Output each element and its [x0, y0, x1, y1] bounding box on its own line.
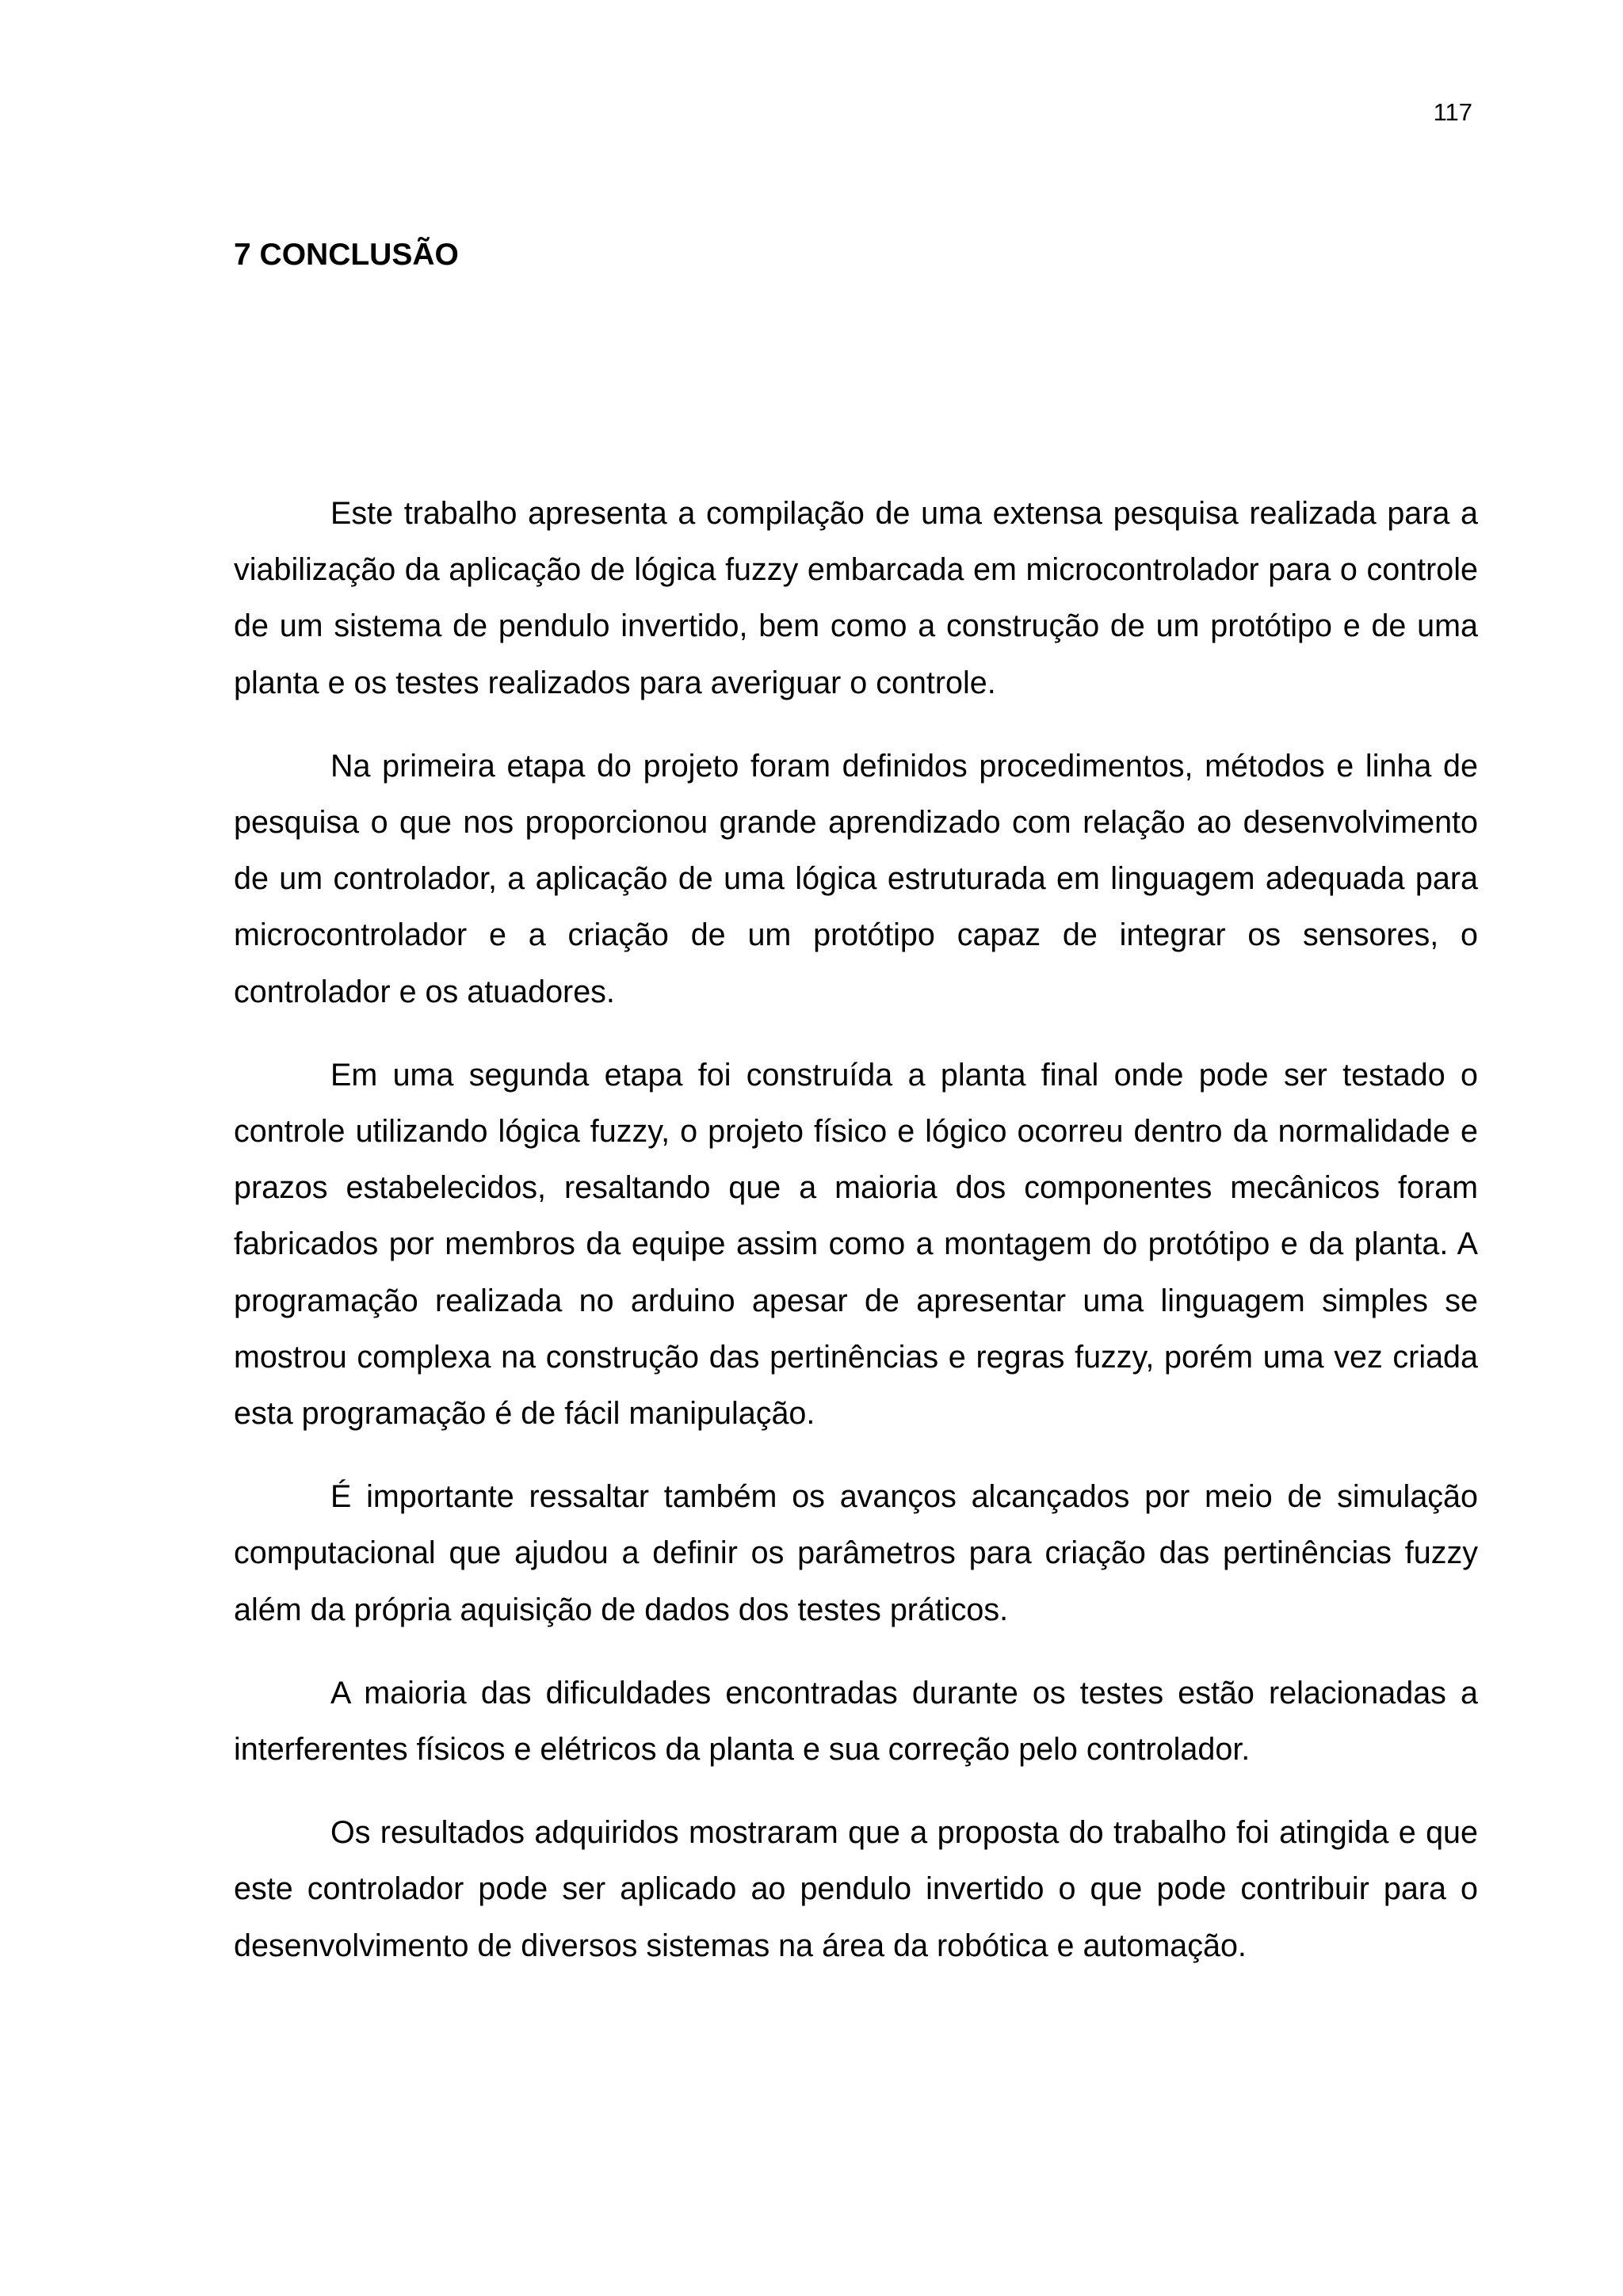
- paragraph: É importante ressaltar também os avanços alcançados por meio de simulação computacional que ajudou a definir os parâmetros para criação das pertinências fuzzy além da própria aquisição de dados dos testes práticos.: [234, 1479, 1478, 1627]
- paragraph: Os resultados adquiridos mostraram que a proposta do trabalho foi atingida e que este controlador pode ser aplicado ao pendulo invertido o que pode contribuir para o desenvolvimento de diversos sistemas na área da robótica e automação.: [234, 1815, 1478, 1963]
- paragraph: Na primeira etapa do projeto foram definidos procedimentos, métodos e linha de pesquisa o que nos proporcionou grande aprendizado com relação ao desenvolvimento de um controlador, a aplicação de uma lógica estruturada em linguagem adequada para microcontrolador e a criação de um protótipo capaz de integrar os sensores, o controlador e os atuadores.: [234, 748, 1478, 1009]
- paragraph: Em uma segunda etapa foi construída a planta final onde pode ser testado o controle utilizando lógica fuzzy, o projeto físico e lógico ocorreu dentro da normalidade e prazos estabelecidos, resaltando que a maioria dos componentes mecânicos foram fabricados por membros da equipe assim como a montagem do protótipo e da planta. A programação realizada no arduino apesar de apresentar uma linguagem simples se mostrou complexa na construção das pertinências e regras fuzzy, porém uma vez criada esta programação é de fácil manipulação.: [234, 1057, 1478, 1432]
- page-number: 117: [1433, 98, 1472, 126]
- chapter-title: 7 CONCLUSÃO: [234, 238, 459, 272]
- paragraph: A maioria das dificuldades encontradas durante os testes estão relacionadas a interferentes físicos e elétricos da planta e sua correção pelo controlador.: [234, 1675, 1478, 1768]
- paragraph: Este trabalho apresenta a compilação de uma extensa pesquisa realizada para a viabilização da aplicação de lógica fuzzy embarcada em microcontrolador para o controle de um sistema de pendulo invertido, bem como a construção de um protótipo e de uma planta e os testes realizados para averiguar o controle.: [234, 496, 1478, 700]
- body-text: [234, 486, 1478, 2001]
